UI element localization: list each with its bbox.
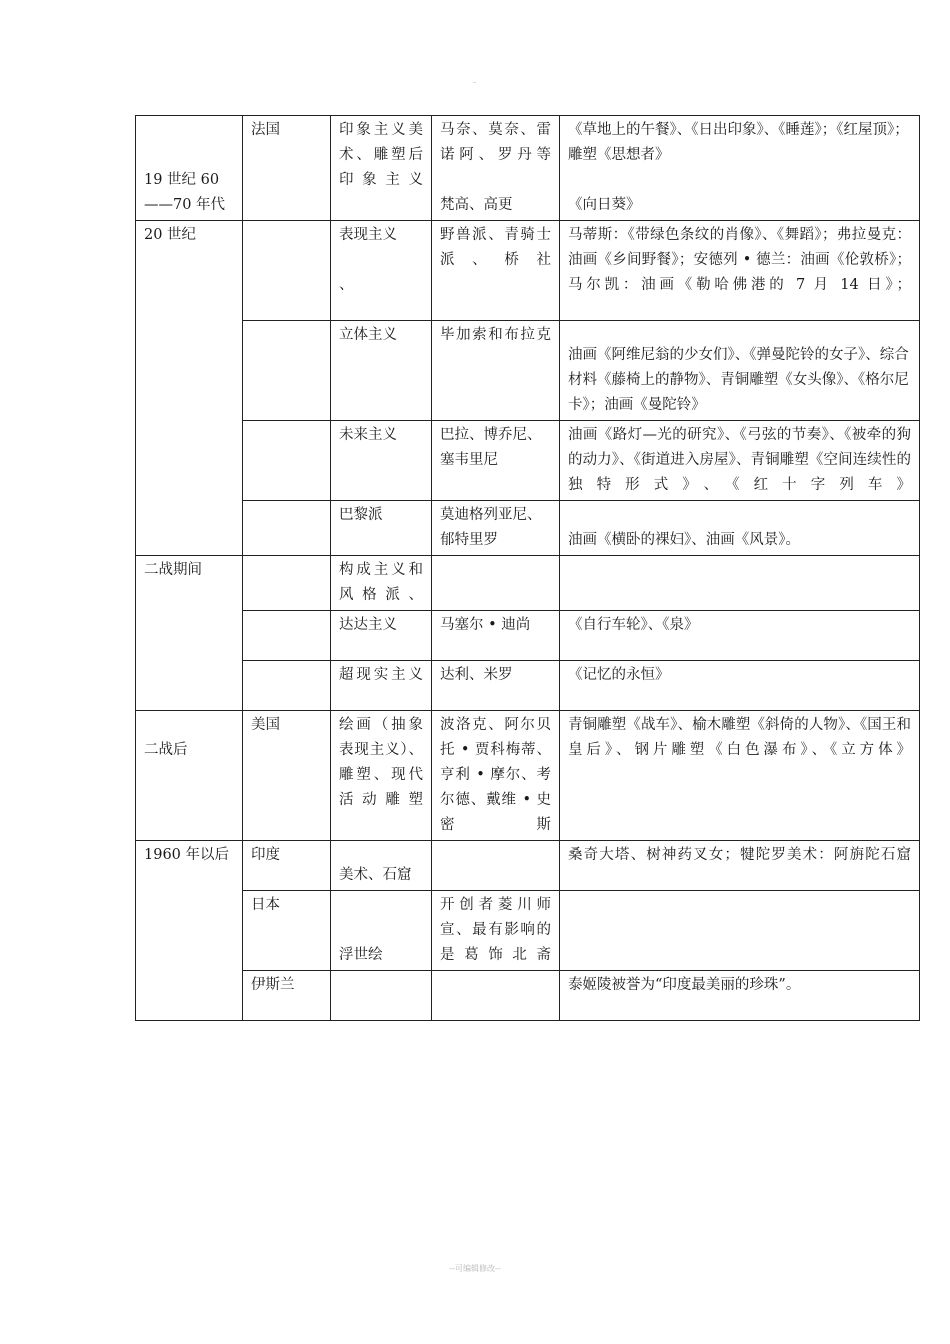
artists-cell: 莫迪格列亚尼、郁特里罗 [432, 501, 560, 556]
style-cell: 达达主义 [331, 611, 432, 661]
artists-cell: 巴拉、博乔尼、塞韦里尼 [432, 421, 560, 501]
table-row [136, 611, 920, 661]
region-cell: 日本 [243, 891, 331, 971]
artists-cell: 达利、米罗 [432, 661, 560, 711]
style-cell: 印象主义美术、雕塑后印象主义 [331, 116, 432, 221]
works-cell [560, 891, 920, 971]
style-cell: 美术、石窟 [331, 841, 432, 891]
region-cell [243, 611, 331, 661]
table-row [136, 556, 920, 611]
style-cell: 绘画（抽象表现主义）、雕塑、现代活动雕塑 [331, 711, 432, 841]
region-cell: 美国 [243, 711, 331, 841]
style-cell: 浮世绘 [331, 891, 432, 971]
table-row [136, 841, 920, 891]
art-history-table [135, 115, 920, 1021]
artists-cell: 波洛克、阿尔贝托 • 贾科梅蒂、亨利 • 摩尔、考尔德、戴维 • 史密斯 [432, 711, 560, 841]
works-cell: 桑奇大塔、树神药叉女；犍陀罗美术：阿旃陀石窟 [560, 841, 920, 891]
table-row [136, 711, 920, 841]
works-cell: 《自行车轮》、《泉》 [560, 611, 920, 661]
table-row [136, 321, 920, 421]
region-cell [243, 661, 331, 711]
style-cell: 立体主义 [331, 321, 432, 421]
artists-cell: 野兽派、青骑士派、桥社 [432, 221, 560, 321]
works-cell: 油画《横卧的裸妇》、油画《风景》。 [560, 501, 920, 556]
region-cell [243, 321, 331, 421]
table-row [136, 221, 920, 321]
era-cell: 二战期间 [136, 556, 243, 711]
region-cell: 印度 [243, 841, 331, 891]
region-cell [243, 221, 331, 321]
page-footer: --可编辑修改-- [449, 1264, 501, 1273]
works-cell: 青铜雕塑《战车》、榆木雕塑《斜倚的人物》、《国王和皇后》、钢片雕塑《白色瀑布》、《立方体》 [560, 711, 920, 841]
region-cell [243, 421, 331, 501]
works-cell: 《草地上的午餐》、《日出印象》、《睡莲》；《红屋顶》；雕塑《思想者》 《向日葵》 [560, 116, 920, 221]
table-row [136, 421, 920, 501]
region-cell: 法国 [243, 116, 331, 221]
style-cell: 未来主义 [331, 421, 432, 501]
style-cell [331, 971, 432, 1021]
works-cell: 马蒂斯：《带绿色条纹的肖像》、《舞蹈》；弗拉曼克：油画《乡间野餐》；安德列 • 德兰：油画《伦敦桥》；马尔凯：油画《勒哈佛港的 7 月 14 日》； [560, 221, 920, 321]
style-cell: 表现主义 、 [331, 221, 432, 321]
region-cell [243, 501, 331, 556]
artists-cell: 马塞尔 • 迪尚 [432, 611, 560, 661]
table-row [136, 501, 920, 556]
era-cell: 二战后 [136, 711, 243, 841]
artists-cell: 毕加索和布拉克 [432, 321, 560, 421]
era-cell: 20 世纪 [136, 221, 243, 556]
works-cell: 油画《阿维尼翁的少女们》、《弹曼陀铃的女子》、综合材料《藤椅上的静物》、青铜雕塑《女头像》、《格尔尼卡》；油画《曼陀铃》 [560, 321, 920, 421]
artists-cell [432, 556, 560, 611]
style-cell: 巴黎派 [331, 501, 432, 556]
works-cell: 泰姬陵被誉为“印度最美丽的珍珠”。 [560, 971, 920, 1021]
table-row [136, 971, 920, 1021]
works-cell: 《记忆的永恒》 [560, 661, 920, 711]
artists-cell [432, 841, 560, 891]
era-cell: 19 世纪 60——70 年代 [136, 116, 243, 221]
table-row [136, 661, 920, 711]
top-dot [473, 82, 476, 83]
region-cell [243, 556, 331, 611]
artists-cell [432, 971, 560, 1021]
works-cell [560, 556, 920, 611]
table-row [136, 891, 920, 971]
artists-cell: 马奈、莫奈、雷诺阿、罗丹等 梵高、高更 [432, 116, 560, 221]
artists-cell: 开创者菱川师宣、最有影响的是葛饰北斋 [432, 891, 560, 971]
style-cell: 超现实主义 [331, 661, 432, 711]
era-cell: 1960 年以后 [136, 841, 243, 1021]
region-cell: 伊斯兰 [243, 971, 331, 1021]
style-cell: 构成主义和风格派、 [331, 556, 432, 611]
table-row [136, 116, 920, 221]
works-cell: 油画《路灯—光的研究》、《弓弦的节奏》、《被牵的狗的动力》、《街道进入房屋》、青铜雕塑《空间连续性的独特形式》、《红十字列车》 [560, 421, 920, 501]
